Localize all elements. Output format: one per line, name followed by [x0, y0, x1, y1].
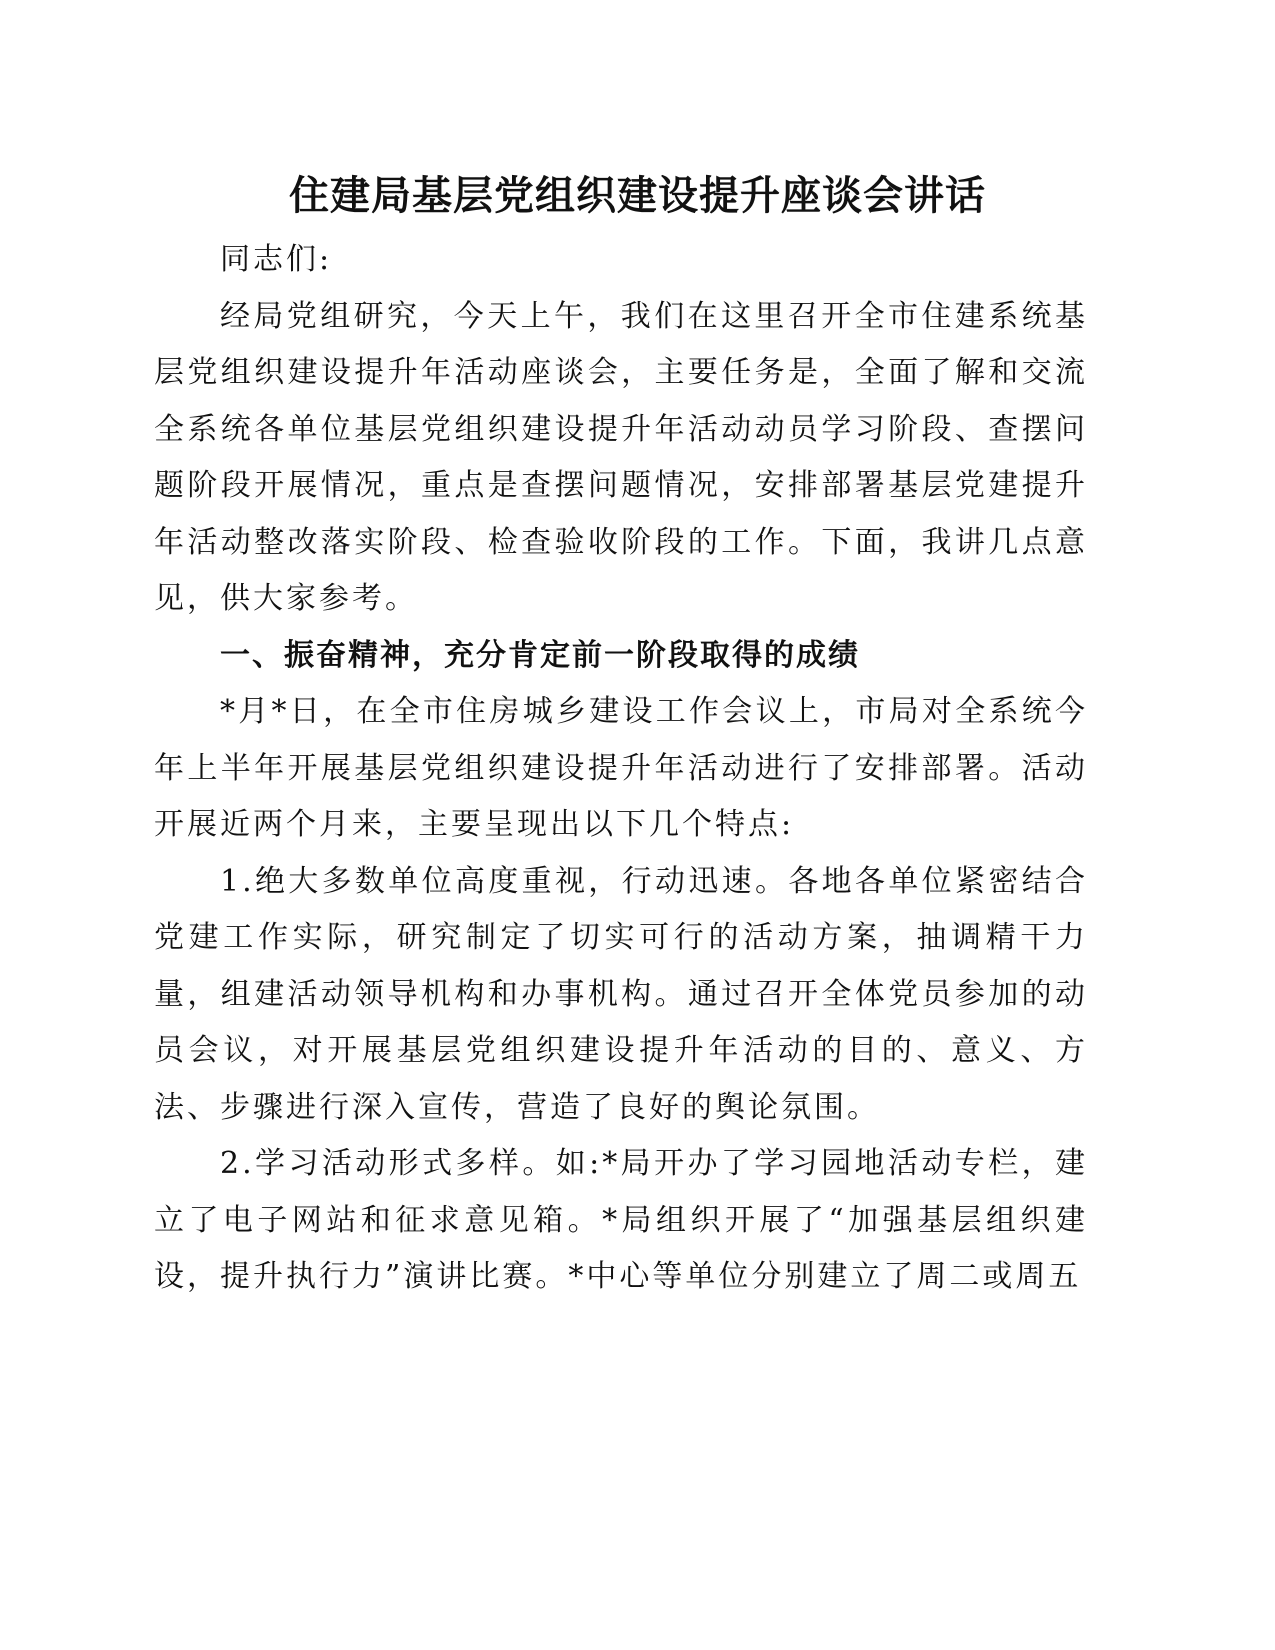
- paragraph-background: *月*日，在全市住房城乡建设工作会议上，市局对全系统今年上半年开展基层党组织建设提升年活动进行了安排部署。活动开展近两个月来，主要呈现出以下几个特点:: [154, 694, 1088, 842]
- document-body: [154, 232, 1088, 1306]
- document-title: 住建局基层党组织建设提升座谈会讲话: [289, 172, 986, 219]
- salutation: 同志们:: [220, 242, 333, 277]
- intro-paragraph: 经局党组研究，今天上午，我们在这里召开全市住建系统基层党组织建设提升年活动座谈会，主要任务是，全面了解和交流全系统各单位基层党组织建设提升年活动动员学习阶段、查摆问题阶段开展情况，重点是查摆问题情况，安排部署基层党建提升年活动整改落实阶段、检查验收阶段的工作。下面，我讲几点意见，供大家参考。: [154, 298, 1088, 616]
- paragraph-point-2: 2.学习活动形式多样。如:*局开办了学习园地活动专栏，建立了电子网站和征求意见箱。*局组织开展了“加强基层组织建设，提升执行力”演讲比赛。*中心等单位分别建立了周二或周五: [154, 1146, 1088, 1294]
- paragraph-point-1: 1.绝大多数单位高度重视，行动迅速。各地各单位紧密结合党建工作实际，研究制定了切实可行的活动方案，抽调精干力量，组建活动领导机构和办事机构。通过召开全体党员参加的动员会议，对开展基层党组织建设提升年活动的目的、意义、方法、步骤进行深入宣传，营造了良好的舆论氛围。: [154, 863, 1088, 1125]
- section-heading-1: 一、振奋精神，充分肯定前一阶段取得的成绩: [220, 637, 860, 673]
